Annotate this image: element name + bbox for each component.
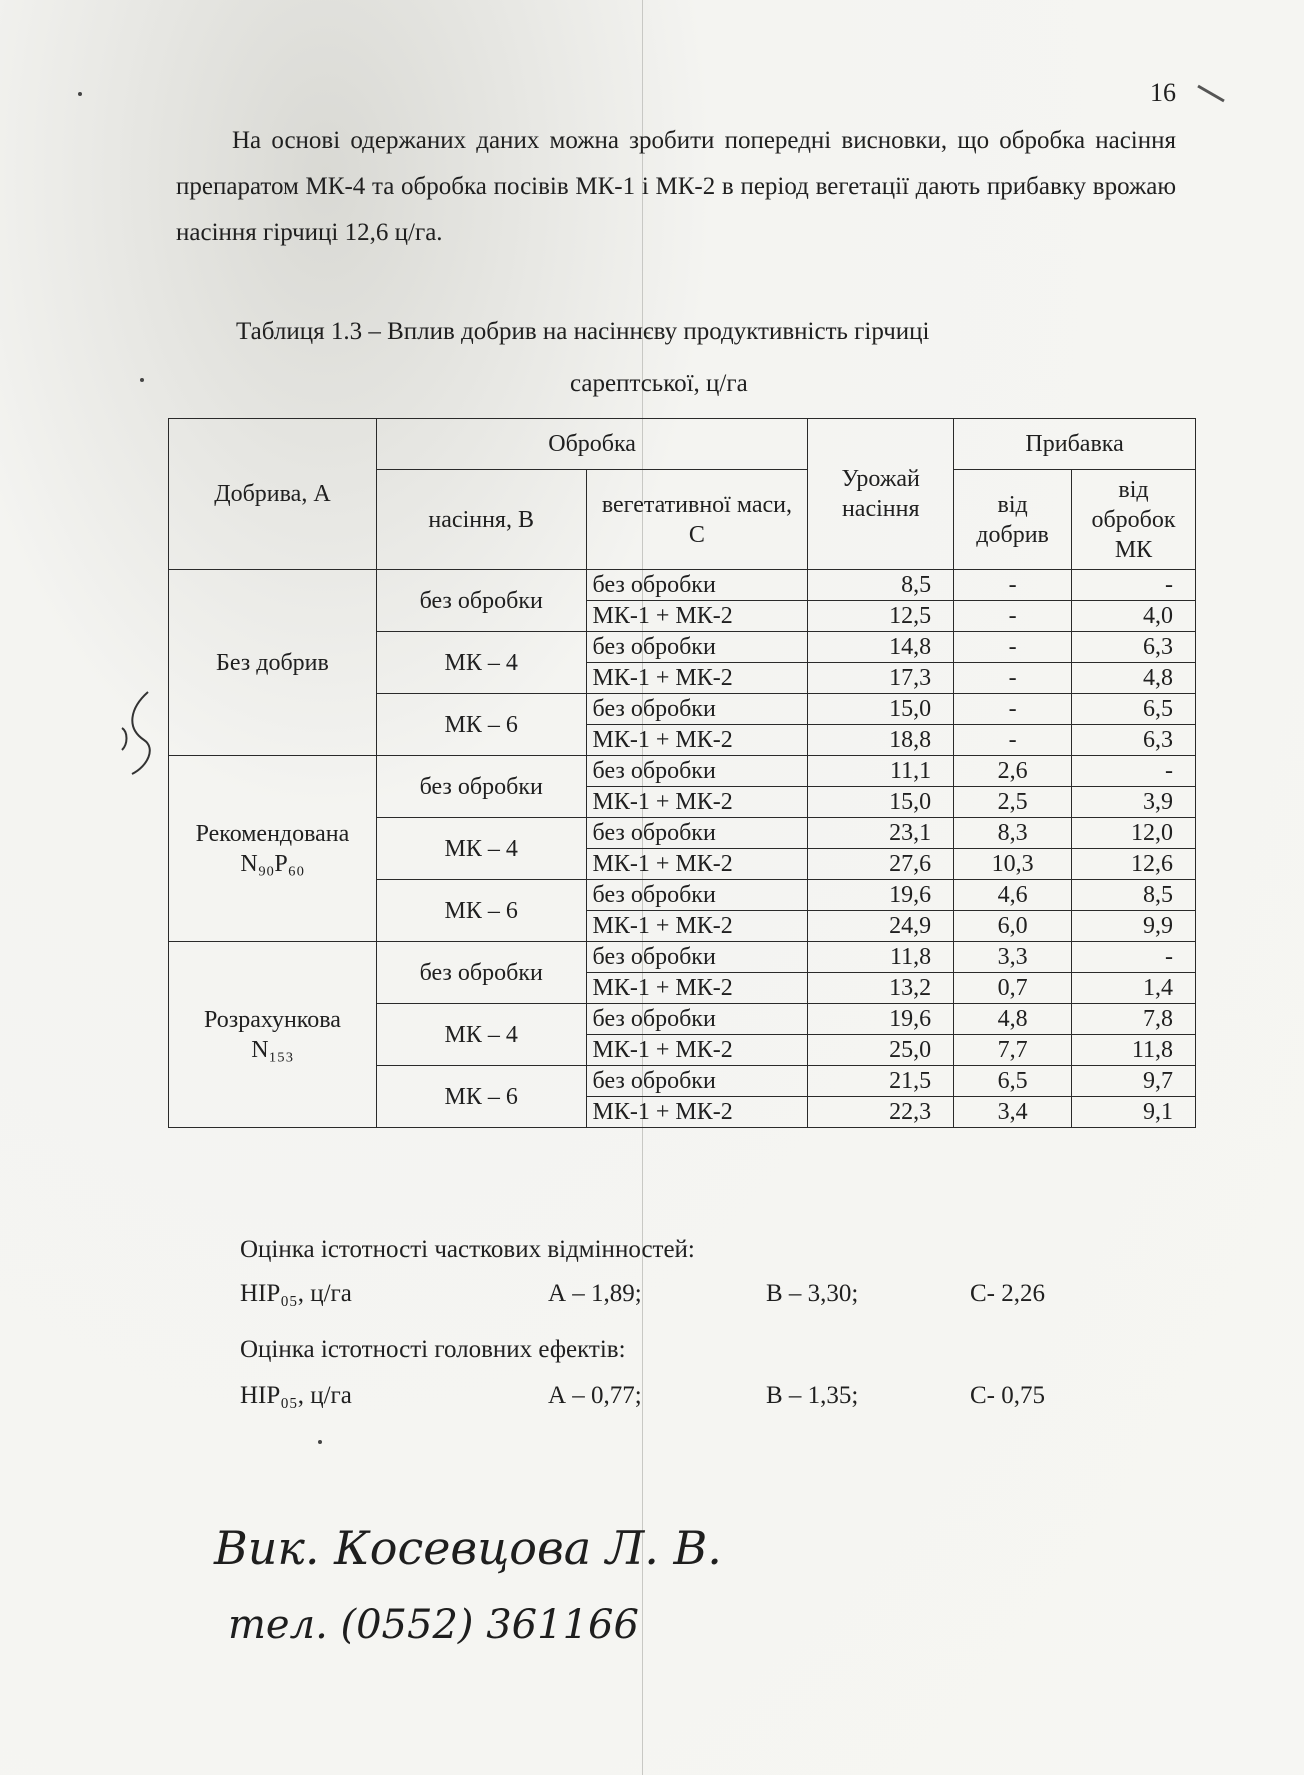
data-table: [168, 418, 1196, 1128]
cell-vegetative-treatment: без обробки: [586, 942, 808, 973]
cell-seed-treatment: без обробки: [376, 570, 586, 632]
cell-vegetative-treatment: МК-1 + МК-2: [586, 911, 808, 942]
cell-yield: 19,6: [808, 880, 954, 911]
cell-increase-treatment: 1,4: [1072, 973, 1196, 1004]
cell-increase-fertilizer: -: [954, 570, 1072, 601]
cell-vegetative-treatment: МК-1 + МК-2: [586, 1035, 808, 1066]
cell-vegetative-treatment: без обробки: [586, 1004, 808, 1035]
cell-increase-fertilizer: 0,7: [954, 973, 1072, 1004]
partial-lsd-c: С- 2,26: [970, 1280, 1045, 1307]
cell-seed-treatment: МК – 6: [376, 1066, 586, 1128]
cell-increase-fertilizer: -: [954, 725, 1072, 756]
cell-yield: 15,0: [808, 694, 954, 725]
cell-yield: 14,8: [808, 632, 954, 663]
cell-increase-treatment: 8,5: [1072, 880, 1196, 911]
partial-significance-title: Оцінка істотності часткових відмінностей:: [240, 1236, 695, 1263]
cell-increase-fertilizer: 2,5: [954, 787, 1072, 818]
cell-vegetative-treatment: МК-1 + МК-2: [586, 1097, 808, 1128]
cell-yield: 22,3: [808, 1097, 954, 1128]
cell-increase-treatment: -: [1072, 756, 1196, 787]
cell-yield: 11,8: [808, 942, 954, 973]
cell-increase-fertilizer: -: [954, 601, 1072, 632]
cell-vegetative-treatment: без обробки: [586, 694, 808, 725]
cell-increase-treatment: 4,8: [1072, 663, 1196, 694]
header-yield: Урожай насіння: [808, 419, 954, 570]
cell-yield: 15,0: [808, 787, 954, 818]
header-increase: Прибавка: [954, 419, 1196, 470]
table-row: [169, 756, 1196, 787]
signature-line-2: тел. (0552) 361166: [228, 1602, 639, 1648]
cell-increase-treatment: 12,0: [1072, 818, 1196, 849]
cell-increase-fertilizer: -: [954, 632, 1072, 663]
cell-increase-treatment: 11,8: [1072, 1035, 1196, 1066]
cell-increase-fertilizer: 7,7: [954, 1035, 1072, 1066]
cell-fertilizer: Рекомендована N₉₀P₆₀: [169, 756, 377, 942]
cell-yield: 13,2: [808, 973, 954, 1004]
cell-yield: 19,6: [808, 1004, 954, 1035]
main-lsd-c: С- 0,75: [970, 1382, 1045, 1409]
cell-increase-fertilizer: -: [954, 663, 1072, 694]
cell-vegetative-treatment: без обробки: [586, 570, 808, 601]
cell-seed-treatment: МК – 6: [376, 880, 586, 942]
cell-vegetative-treatment: МК-1 + МК-2: [586, 601, 808, 632]
table-header-row: [169, 419, 1196, 470]
cell-increase-treatment: 6,5: [1072, 694, 1196, 725]
cell-vegetative-treatment: МК-1 + МК-2: [586, 849, 808, 880]
cell-vegetative-treatment: без обробки: [586, 632, 808, 663]
header-fertilizer: Добрива, А: [169, 419, 377, 570]
cell-increase-treatment: 4,0: [1072, 601, 1196, 632]
cell-seed-treatment: без обробки: [376, 942, 586, 1004]
intro-paragraph: На основі одержаних даних можна зробити попередні висновки, що обробка насіння препаратом МК-4 та обробка посівів МК-1 і МК-2 в період вегетації дають прибавку врожаю насіння гірчиці 12,6 ц/га.: [176, 127, 1176, 246]
cell-yield: 27,6: [808, 849, 954, 880]
header-seed: насіння, В: [376, 470, 586, 570]
cell-increase-fertilizer: -: [954, 694, 1072, 725]
main-lsd-b: В – 1,35;: [766, 1382, 859, 1409]
cell-yield: 21,5: [808, 1066, 954, 1097]
cell-fertilizer: Розрахункова N₁₅₃: [169, 942, 377, 1128]
partial-lsd-label: НІР₀₅, ц/га: [240, 1280, 352, 1307]
cell-increase-fertilizer: 6,0: [954, 911, 1072, 942]
table-caption: Таблиця 1.3 – Вплив добрив на насіннєву продуктивність гірчиці: [236, 318, 930, 345]
cell-increase-fertilizer: 2,6: [954, 756, 1072, 787]
header-treatment: Обробка: [376, 419, 807, 470]
main-lsd-label: НІР₀₅, ц/га: [240, 1382, 352, 1409]
scan-speck: [318, 1440, 322, 1444]
cell-seed-treatment: МК – 4: [376, 1004, 586, 1066]
cell-increase-treatment: 6,3: [1072, 725, 1196, 756]
cell-yield: 12,5: [808, 601, 954, 632]
scan-speck: [78, 92, 82, 96]
cell-vegetative-treatment: МК-1 + МК-2: [586, 663, 808, 694]
cell-increase-fertilizer: 4,6: [954, 880, 1072, 911]
cell-increase-fertilizer: 6,5: [954, 1066, 1072, 1097]
page-number: 16: [1150, 78, 1176, 107]
handwritten-signature: [208, 1500, 848, 1660]
partial-lsd-b: В – 3,30;: [766, 1280, 859, 1307]
cell-increase-treatment: 9,9: [1072, 911, 1196, 942]
header-from-fertilizer: від добрив: [954, 470, 1072, 570]
cell-increase-fertilizer: 3,4: [954, 1097, 1072, 1128]
cell-yield: 8,5: [808, 570, 954, 601]
cell-increase-fertilizer: 3,3: [954, 942, 1072, 973]
cell-yield: 11,1: [808, 756, 954, 787]
cell-increase-fertilizer: 4,8: [954, 1004, 1072, 1035]
cell-increase-fertilizer: 8,3: [954, 818, 1072, 849]
cell-vegetative-treatment: без обробки: [586, 880, 808, 911]
corner-mark: [1197, 85, 1224, 103]
cell-increase-treatment: 9,7: [1072, 1066, 1196, 1097]
cell-yield: 18,8: [808, 725, 954, 756]
cell-increase-treatment: -: [1072, 570, 1196, 601]
cell-increase-treatment: 12,6: [1072, 849, 1196, 880]
cell-yield: 23,1: [808, 818, 954, 849]
signature-line-1: Вик. Косевцова Л. В.: [214, 1521, 722, 1575]
cell-vegetative-treatment: без обробки: [586, 756, 808, 787]
header-from-treatment: від обробок МК: [1072, 470, 1196, 570]
header-vegetative: вегетативної маси, С: [586, 470, 808, 570]
table-row: [169, 570, 1196, 601]
cell-seed-treatment: МК – 6: [376, 694, 586, 756]
cell-vegetative-treatment: без обробки: [586, 818, 808, 849]
table-row: [169, 942, 1196, 973]
table-caption-continued: сарептської, ц/га: [570, 370, 748, 397]
scan-speck: [140, 378, 144, 382]
cell-vegetative-treatment: без обробки: [586, 1066, 808, 1097]
cell-increase-treatment: 3,9: [1072, 787, 1196, 818]
cell-yield: 24,9: [808, 911, 954, 942]
cell-seed-treatment: без обробки: [376, 756, 586, 818]
cell-vegetative-treatment: МК-1 + МК-2: [586, 787, 808, 818]
cell-vegetative-treatment: МК-1 + МК-2: [586, 973, 808, 1004]
cell-yield: 17,3: [808, 663, 954, 694]
cell-vegetative-treatment: МК-1 + МК-2: [586, 725, 808, 756]
cell-increase-treatment: 7,8: [1072, 1004, 1196, 1035]
cell-increase-treatment: 6,3: [1072, 632, 1196, 663]
cell-increase-fertilizer: 10,3: [954, 849, 1072, 880]
cell-yield: 25,0: [808, 1035, 954, 1066]
cell-seed-treatment: МК – 4: [376, 818, 586, 880]
main-effects-title: Оцінка істотності головних ефектів:: [240, 1336, 626, 1363]
cell-seed-treatment: МК – 4: [376, 632, 586, 694]
main-lsd-a: А – 0,77;: [548, 1382, 642, 1409]
cell-fertilizer: Без добрив: [169, 570, 377, 756]
handwritten-bracket-annotation: [118, 688, 158, 778]
cell-increase-treatment: -: [1072, 942, 1196, 973]
cell-increase-treatment: 9,1: [1072, 1097, 1196, 1128]
partial-lsd-a: А – 1,89;: [548, 1280, 642, 1307]
